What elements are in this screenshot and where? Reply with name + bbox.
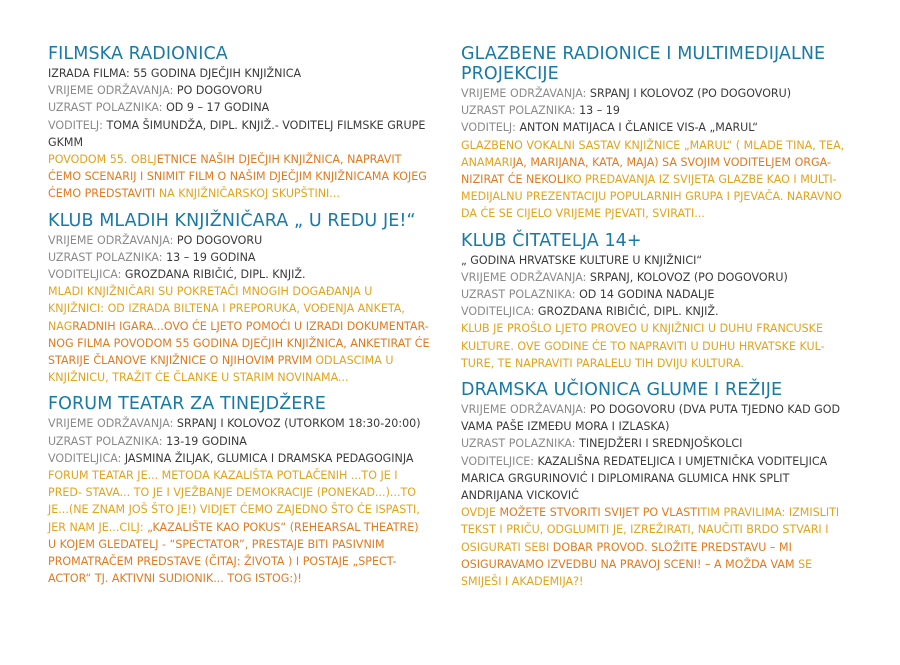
left-column xyxy=(48,44,430,595)
info-label: VRIJEME ODRŽAVANJA: xyxy=(461,270,590,284)
info-label: VRIJEME ODRŽAVANJA: xyxy=(48,84,177,98)
info-line xyxy=(461,119,851,136)
info-line xyxy=(461,85,851,102)
info-value: PO DOGOVORU (DVA PUTA TJEDNO KAD GOD VAMA PAŠE IZMEĐU MORA I IZLASKA) xyxy=(461,403,841,434)
info-label: UZRAST POLAZNIKA: xyxy=(461,104,580,118)
desc-part: POVODOM 55. OBLJ xyxy=(48,153,157,167)
desc-part: FORUM TEATAR JE... METODA KAZALIŠTA POTLAČENIH ...TO JE I PRED- STAVA... TO JE I VJEŽBANJE DEMOKRACIJE (PONEKAD...)...TO JE...(NE ZNAM JOŠ ŠTO JE!) VIDJET ĆEMO ZAJEDNO ŠTO ĆE ISPASTI, JER NAM JE...CILJ: xyxy=(48,469,420,534)
info-line xyxy=(48,99,430,116)
info-value: OD 9 – 17 GODINA xyxy=(166,101,270,115)
desc-part: KO PREDAVANJA IZ SVIJETA GLAZBE KAO I MULTI- MEDIJALNU PREZENTACIJU POPULARNIH GRUPA I PJEVAČA. NARAVNO DA ĆE SE CIJELO VRIJEME PJEVATI, SVIRATI... xyxy=(461,173,842,221)
section-title: FORUM TEATAR ZA TINEJDŽERE xyxy=(48,394,326,415)
info-line xyxy=(48,82,430,99)
info-label: VODITELJ: xyxy=(461,121,520,135)
info-label: VRIJEME ODRŽAVANJA: xyxy=(461,87,590,100)
info-line xyxy=(48,117,430,151)
section-klub-mladih-knjiznicara xyxy=(48,211,430,387)
section-description xyxy=(48,467,430,587)
info-value: PO DOGOVORU xyxy=(176,233,263,247)
info-label: VRIJEME ODRŽAVANJA: xyxy=(48,417,177,431)
info-line xyxy=(48,249,430,266)
desc-part: TIM PRAVILIMA: IZMISLITI TEKST I PRIČU, ODGLUMITI JE, IZREŽIRATI, NAUČITI BRDO STVARI I OSIGURATI SEBI xyxy=(461,506,840,554)
info-line xyxy=(461,453,851,505)
info-value: ANTON MATIJACA I ČLANICE VIS-A „MARUL“ xyxy=(519,121,758,135)
info-line xyxy=(461,269,851,286)
section-title: FILMSKA RADIONICA xyxy=(48,44,228,64)
info-value: GROZDANA RIBIČIĆ, DIPL. KNJIŽ. xyxy=(124,268,306,282)
desc-part: SLOŽITE PREDSTAVU – MI OSIGURAVAMO IZVEDBU NA PRAVOJ SCENI! – A MOŽDA VAM xyxy=(461,540,799,571)
section-description xyxy=(461,137,851,223)
desc-part: GLAZBENO VOKALNI SASTAV KNJIŽNICE „MARUL“ ( MLADE TINA, TEA, ANAMARI xyxy=(461,138,845,169)
section-forum-teatar xyxy=(48,394,430,587)
info-line xyxy=(461,435,851,452)
info-value: PO DOGOVORU xyxy=(176,84,263,98)
info-label: VODITELJICE: xyxy=(461,454,538,468)
info-value: TOMA ŠIMUNDŽA, DIPL. KNJIŽ.- VODITELJ FILMSKE GRUPE GKMM xyxy=(48,118,426,149)
info-value: 13 – 19 GODINA xyxy=(166,250,256,264)
desc-part: MLADI KNJIŽNIČARI SU POKRETAČI MNOGIH DOGAĐANJA U KNJIŽNICI: OD IZRADA BILTENA I PREPORUKA, VOĐENJA ANKETA, NAG xyxy=(48,285,405,333)
info-value: TINEJDŽERI I SREDNJOŠKOLCI xyxy=(579,437,743,451)
info-line xyxy=(48,415,430,432)
desc-part: ETNICE NAŠIH DJEČJIH KNJIŽNICA, NAPRAVIT ĆEMO SCENARIJ I SNIMIT FILM O NAŠIM DJEČJIM KNJIŽNICAMA KOJEG ĆEMO PREDSTAVITI xyxy=(48,153,427,201)
info-line xyxy=(461,303,851,320)
section-title: DRAMSKA UČIONICA GLUME I REŽIJE xyxy=(461,380,783,401)
section-description xyxy=(461,504,851,590)
info-label: VODITELJICA: xyxy=(48,451,125,465)
info-line xyxy=(461,252,851,269)
info-value: OD 14 GODINA NADALJE xyxy=(579,288,715,302)
info-label: VRIJEME ODRŽAVANJA: xyxy=(48,233,177,247)
info-line xyxy=(461,286,851,303)
info-label: UZRAST POLAZNIKA: xyxy=(48,434,167,448)
info-line xyxy=(48,65,430,82)
info-value: SRPANJ, KOLOVOZ (PO DOGOVORU) xyxy=(589,270,788,284)
info-value: SRPANJ I KOLOVOZ (UTORKOM 18:30-20:00) xyxy=(176,417,421,431)
info-line xyxy=(48,266,430,283)
info-value: GROZDANA RIBIČIĆ, DIPL. KNJIŽ. xyxy=(537,305,719,319)
info-label: VRIJEME ODRŽAVANJA: xyxy=(461,403,590,417)
desc-part: NA KNJIŽNIČARSKOJ SKUPŠTINI... xyxy=(158,187,340,201)
desc-part: ODLASCIMA U KNJIŽNICU, TRAŽIT ĆE ČLANKE U STARIM NOVINAMA... xyxy=(48,354,394,385)
section-title: KLUB ČITATELJA 14+ xyxy=(461,230,642,251)
info-label: VODITELJ: xyxy=(48,118,107,132)
info-line xyxy=(48,232,430,249)
info-label: VODITELJICA: xyxy=(48,268,125,282)
info-label: UZRAST POLAZNIKA: xyxy=(461,437,580,451)
section-description xyxy=(461,320,851,372)
desc-part: SE SMIJEŠI I AKADEMIJA?! xyxy=(461,557,813,589)
desc-part: KLUB JE PROŠLO LJETO PROVEO U KNJIŽNICI U DUHU FRANCUSKE KULTURE. OVE GODINE ĆE TO NAPRAVITI U DUHU HRVATSKE KUL- TURE, TE NAPRAVITI PARALELU TIH DVIJU KULTURA. xyxy=(461,322,825,370)
info-line xyxy=(48,450,430,467)
info-value: 13-19 GODINA xyxy=(166,434,247,448)
desc-part: JA, MARIJANA, KATA, MAJA) SA SVOJIM VODITELJEM ORGA- NIZIRAT ĆE NEKOLI xyxy=(461,155,831,187)
info-value: JASMINA ŽILJAK, GLUMICA I DRAMSKA PEDAGOGINJA xyxy=(124,451,414,465)
desc-part: OVDJE xyxy=(461,506,500,520)
info-line xyxy=(48,433,430,450)
info-value: SRPANJ I KOLOVOZ (PO DOGOVORU) xyxy=(589,87,792,100)
right-column xyxy=(461,44,851,598)
info-value: 13 – 19 xyxy=(579,104,620,118)
section-title: GLAZBENE RADIONICE I MULTIMEDIJALNE PROJEKCIJE xyxy=(461,44,826,84)
desc-part: DOBAR PROVOD. xyxy=(552,540,648,554)
section-klub-citatelja xyxy=(461,231,851,372)
section-glazbene-radionice xyxy=(461,44,851,223)
info-label: UZRAST POLAZNIKA: xyxy=(461,288,580,302)
info-value: KAZALIŠNA REDATELJICA I UMJETNIČKA VODITELJICA MARICA GRGURINOVIĆ I DIPLOMIRANA GLUMICA HNK SPLIT ANDRIJANA VICKOVIĆ xyxy=(461,454,828,503)
info-value: „ GODINA HRVATSKE KULTURE U KNJIŽNICI“ xyxy=(461,253,703,267)
section-title: KLUB MLADIH KNJIŽNIČARA „ U REDU JE!“ xyxy=(48,210,416,231)
info-line xyxy=(461,102,851,119)
desc-part: „KAZALIŠTE KAO POKUS“ (REHEARSAL THEATRE) U KOJEM GLEDATELJ - “SPECTATOR”, PRESTAJE BITI PASIVNIM PROMATRAČEM PREDSTAVE (ČITAJ: ŽIVOTA ) I POSTAJE „SPECT-ACTOR“ TJ. AKTIVNI SUDIONIK... TOG ISTOG:)! xyxy=(48,520,419,586)
info-label: VODITELJICA: xyxy=(461,305,538,319)
section-dramska-ucionica xyxy=(461,380,851,590)
info-line xyxy=(461,401,851,435)
info-value: IZRADA FILMA: 55 GODINA DJEČJIH KNJIŽNICA xyxy=(48,67,302,80)
section-description xyxy=(48,283,430,386)
info-label: UZRAST POLAZNIKA: xyxy=(48,101,167,115)
info-label: UZRAST POLAZNIKA: xyxy=(48,250,167,264)
desc-part: MOŽETE STVORITI SVIJET PO VLASTI xyxy=(499,506,701,520)
desc-part: RADNIH IGARA...OVO ĆE LJETO POMOĆI U IZRADI DOKUMENTAR- NOG FILMA POVODOM 55 GODINA DJEČJIH KNJIŽNICA, ANKETIRAT ĆE STARIJE ČLANOVE KNJIŽNICE O NJIHOVIM PRVIM xyxy=(48,319,430,368)
section-description xyxy=(48,151,430,203)
section-filmska-radionica xyxy=(48,44,430,203)
